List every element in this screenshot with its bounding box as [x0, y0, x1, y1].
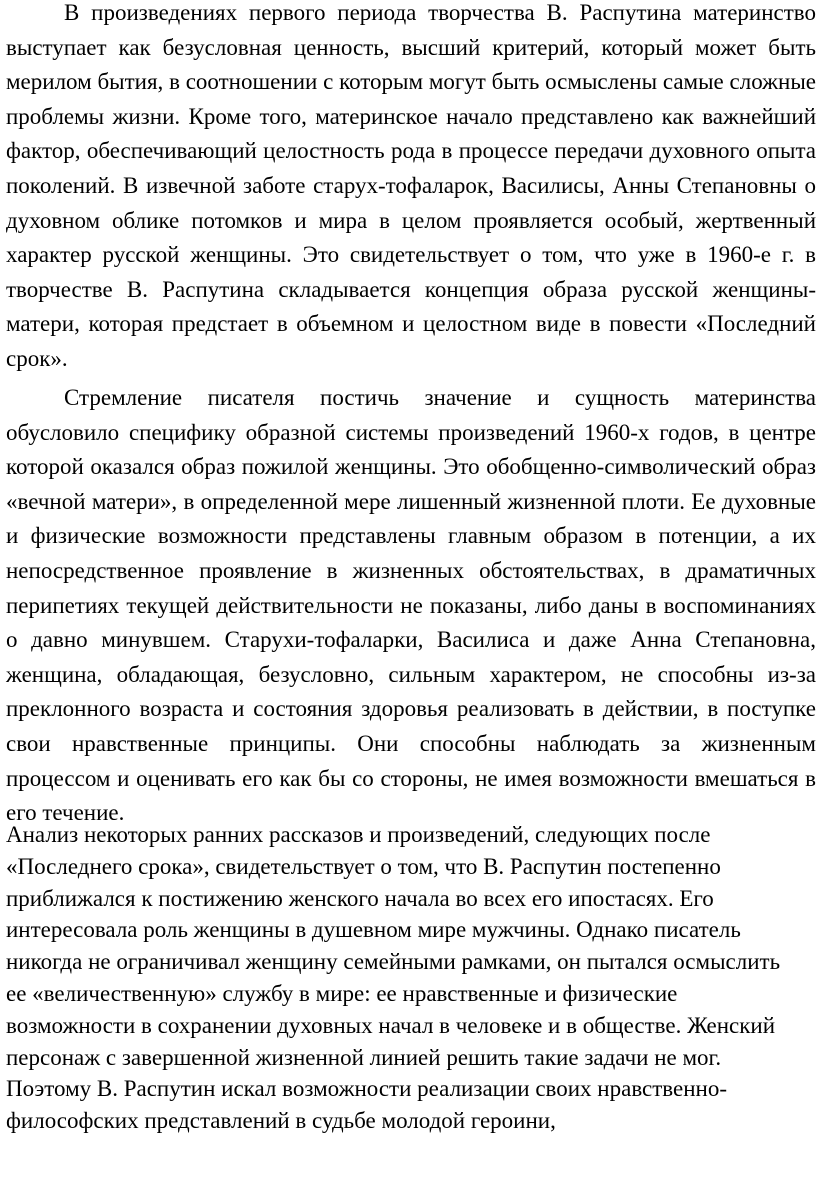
paragraph-female-principle-analysis: Анализ некоторых ранних рассказов и произведений, следующих после «Последнего срока», свидетельствует о том, что В. Распутин постепенно приближался к постижению женского начала во всех его ипостасях. Его интересовала роль женщины в душевном мире мужчины. Однако писатель никогда не ограничивал женщину семейными рамками, он пытался осмыслить ее «величественную» службу в мире: ее нравственные и физические возможности в сохранении духовных начал в человеке и в обществе. Женский персонаж с завершенной жизненной линией решить такие задачи не мог. Поэтому В. Распутин искал возможности реализации своих нравственно-философских представлений в судьбе молодой героини, — [6, 822, 781, 1134]
paragraph-eternal-mother-image: Стремление писателя постичь значение и сущность материнства обусловило специфику образной системы произведений 1960-х годов, в центре которой оказался образ пожилой женщины. Это обобщенно-символический образ «вечной матери», в определенной мере лишенный жизненной плоти. Ее духовные и физические возможности представлены главным образом в потенции, а их непосредственное проявление в жизненных обстоятельствах, в драматичных перипетиях текущей действительности не показаны, либо даны в воспоминаниях о давно минувшем. Старухи-тофаларки, Василиса и даже Анна Степановна, женщина, обладающая, безусловно, сильным характером, не способны из-за преклонного возраста и состояния здоровья реализовать в действии, в поступке свои нравственные принципы. Они способны наблюдать за жизненным процессом и оценивать его как бы со стороны, не имея возможности вмешаться в его течение. — [6, 385, 816, 826]
paragraph-motherhood-value: В произведениях первого периода творчества В. Распутина материнство выступает как безусловная ценность, высший критерий, который может быть мерилом бытия, в соотношении с которым могут быть осмыслены самые сложные проблемы жизни. Кроме того, материнское начало представлено как важнейший фактор, обеспечивающий целостность рода в процессе передачи духовного опыта поколений. В извечной заботе старух-тофаларок, Василисы, Анны Степановны о духовном облике потомков и мира в целом проявляется особый, жертвенный характер русской женщины. Это свидетельствует о том, что уже в 1960-е г. в творчестве В. Распутина складывается концепция образа русской женщины-матери, которая предстает в объемном и целостном виде в повести «Последний срок». — [6, 0, 816, 371]
